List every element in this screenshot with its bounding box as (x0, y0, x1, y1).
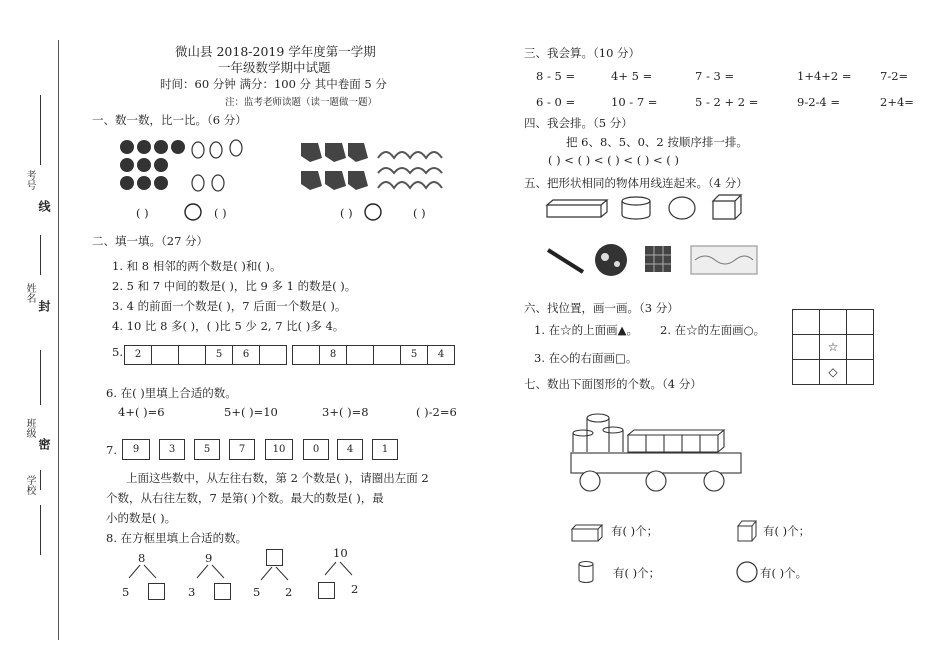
bond-right: 2 (285, 585, 293, 599)
s6-q2: 2. 在☆的左面画○。 (660, 323, 766, 337)
q7-number[interactable]: 10 (265, 439, 293, 460)
calc-item[interactable]: 9-2-4 = (797, 95, 841, 109)
exam-title: 微山县 2018-2019 学年度第一学期 (175, 44, 376, 59)
seal-mark: 封 (37, 300, 51, 312)
seq2-cell[interactable]: 8 (319, 345, 347, 365)
shapes-row (545, 193, 750, 223)
secret-mark: 密 (37, 438, 51, 450)
grid-diamond: ◇ (820, 360, 847, 385)
bond-lines (194, 564, 228, 580)
school-line-1 (40, 470, 41, 490)
q7-number[interactable]: 5 (194, 439, 220, 460)
s4-order[interactable]: ( ) < ( ) < ( ) < ( ) < ( ) (548, 153, 679, 167)
s2-q7-text1: 上面这些数中，从左往右数，第 2 个数是( )，请圈出左面 2 (126, 471, 429, 485)
seq2-cell[interactable]: 5 (400, 345, 428, 365)
exam-subtitle: 一年级数学期中试题 (218, 60, 331, 75)
s1-blank-d[interactable]: ( ) (413, 206, 426, 220)
seq2-cell[interactable] (373, 345, 401, 365)
calc-item[interactable]: 8 - 5 = (536, 69, 576, 83)
exam-info: 时间：60 分钟 满分：100 分 其中卷面 5 分 (160, 77, 387, 91)
count-cube[interactable]: 有( )个； (763, 524, 811, 538)
calc-item[interactable]: 2+4= (880, 95, 914, 109)
rubiks-cube-icon (645, 246, 671, 272)
q7-number[interactable]: 4 (337, 439, 363, 460)
name-line (40, 235, 41, 275)
s1-heading: 一、数一数，比一比。（6 分） (92, 113, 247, 127)
bond-left: 5 (253, 585, 261, 599)
bond-left: 5 (122, 585, 130, 599)
q6-item[interactable]: 3+( )=8 (322, 405, 369, 419)
s2-q5-label: 5. (112, 345, 123, 359)
sphere-icon (735, 560, 759, 584)
s2-q8: 8. 在方框里填上合适的数。 (106, 531, 248, 545)
calc-item[interactable]: 10 - 7 = (611, 95, 658, 109)
circle-compare-1-icon[interactable] (183, 202, 203, 222)
bond-answer-box[interactable] (214, 583, 231, 600)
calc-item[interactable]: 4+ 5 = (611, 69, 653, 83)
animals-image (298, 138, 468, 198)
apples-pears-image (118, 135, 278, 197)
s2-q7-text2: 个数，从右往左数，7 是第( )个数。最大的数是( )，最 (106, 491, 384, 505)
s2-q4: 4. 10 比 8 多( )，( )比 5 少 2, 7 比( )多 4。 (112, 319, 345, 333)
grid-cell[interactable] (820, 310, 847, 335)
bond-answer-box[interactable] (148, 583, 165, 600)
s2-q2: 2. 5 和 7 中间的数是( )，比 9 多 1 的数是( )。 (112, 279, 357, 293)
seq2-cell[interactable]: 4 (427, 345, 455, 365)
grid-cell[interactable] (793, 310, 820, 335)
seq1-cell[interactable]: 5 (205, 345, 233, 365)
class-line (40, 350, 41, 405)
s1-blank-a[interactable]: ( ) (136, 206, 149, 220)
s1-blank-c[interactable]: ( ) (340, 206, 353, 220)
count-cuboid[interactable]: 有( )个； (611, 524, 659, 538)
bond-lines (126, 564, 160, 580)
bond-top: 8 (138, 551, 146, 565)
cuboid-icon (570, 521, 604, 543)
school-line-2 (40, 505, 41, 555)
grid-cell[interactable] (793, 360, 820, 385)
s6-heading: 六、找位置，画一画。（3 分） (524, 301, 679, 315)
s2-q1: 1. 和 8 相邻的两个数是( )和( )。 (112, 259, 282, 273)
calc-item[interactable]: 7-2= (880, 69, 909, 83)
bond-top: 9 (205, 551, 213, 565)
class-label: 班级 (24, 418, 35, 438)
s2-q7-text3: 小的数是( )。 (106, 511, 177, 525)
ball-object-icon (595, 244, 627, 276)
grid-cell[interactable] (847, 360, 874, 385)
s2-heading: 二、填一填。（27 分） (92, 234, 209, 248)
bond-lines (258, 566, 292, 582)
grid-cell[interactable] (793, 335, 820, 360)
s3-heading: 三、我会算。（10 分） (524, 46, 641, 60)
bond-top: 10 (333, 546, 348, 560)
position-grid (792, 309, 874, 385)
count-cylinder[interactable]: 有( )个； (613, 566, 661, 580)
q7-number[interactable]: 7 (229, 439, 255, 460)
grid-star: ☆ (820, 335, 847, 360)
objects-row (545, 240, 775, 280)
s4-heading: 四、我会排。（5 分） (524, 116, 633, 130)
s6-q1: 1. 在☆的上面画▲。 (534, 323, 638, 337)
bond-answer-box[interactable] (266, 549, 283, 566)
q6-item[interactable]: 4+( )=6 (118, 405, 165, 419)
s6-q3: 3. 在◇的右面画□。 (534, 351, 638, 365)
calc-item[interactable]: 7 - 3 = (695, 69, 735, 83)
seq1-cell[interactable]: 6 (232, 345, 260, 365)
s4-instruction: 把 6、8、5、0、2 按顺序排一排。 (566, 135, 748, 149)
q7-number[interactable]: 9 (122, 439, 150, 460)
seq2-cell[interactable] (346, 345, 374, 365)
truck-figure (568, 408, 748, 498)
name-label: 姓名 (24, 283, 35, 303)
stick-object-icon (548, 250, 583, 272)
s7-heading: 七、数出下面图形的个数。（4 分） (524, 377, 702, 391)
seq2-cell[interactable] (292, 345, 320, 365)
bond-lines (322, 561, 356, 577)
calc-item[interactable]: 1+4+2 = (797, 69, 852, 83)
bond-left: 3 (188, 585, 196, 599)
box-object-icon (691, 246, 757, 274)
exam-no-line (40, 95, 41, 165)
seq1-cell[interactable] (259, 345, 287, 365)
q6-item[interactable]: ( )-2=6 (416, 405, 457, 419)
q7-number[interactable]: 3 (159, 439, 185, 460)
line-mark: 线 (37, 200, 51, 212)
q7-number[interactable]: 0 (303, 439, 329, 460)
circle-compare-2-icon[interactable] (363, 202, 383, 222)
seq1-cell[interactable] (151, 345, 179, 365)
s5-heading: 五、把形状相同的物体用线连起来。（4 分） (524, 176, 748, 190)
grid-cell[interactable] (847, 335, 874, 360)
binding-line (58, 40, 59, 640)
exam-no-label: 考号 (24, 170, 35, 190)
bond-right: 2 (351, 582, 359, 596)
s2-q7-label: 7. (106, 443, 117, 457)
cylinder-icon (576, 560, 596, 584)
bond-answer-box[interactable] (318, 582, 335, 599)
grid-cell[interactable] (847, 310, 874, 335)
exam-note: 注：监考老师读题（读一题做一题） (225, 97, 378, 108)
count-sphere[interactable]: 有( )个。 (760, 566, 808, 580)
s2-q3: 3. 4 的前面一个数是( )，7 后面一个数是( )。 (112, 299, 347, 313)
cuboid-shape-icon (547, 200, 607, 217)
seq1-cell[interactable]: 2 (124, 345, 152, 365)
s1-blank-b[interactable]: ( ) (214, 206, 227, 220)
school-label: 学校 (24, 475, 35, 495)
seq1-cell[interactable] (178, 345, 206, 365)
s2-q6: 6. 在( )里填上合适的数。 (106, 386, 237, 400)
cube-icon (736, 518, 758, 544)
q6-item[interactable]: 5+( )=10 (224, 405, 278, 419)
calc-item[interactable]: 6 - 0 = (536, 95, 576, 109)
q7-number[interactable]: 1 (372, 439, 398, 460)
calc-item[interactable]: 5 - 2 + 2 = (695, 95, 759, 109)
